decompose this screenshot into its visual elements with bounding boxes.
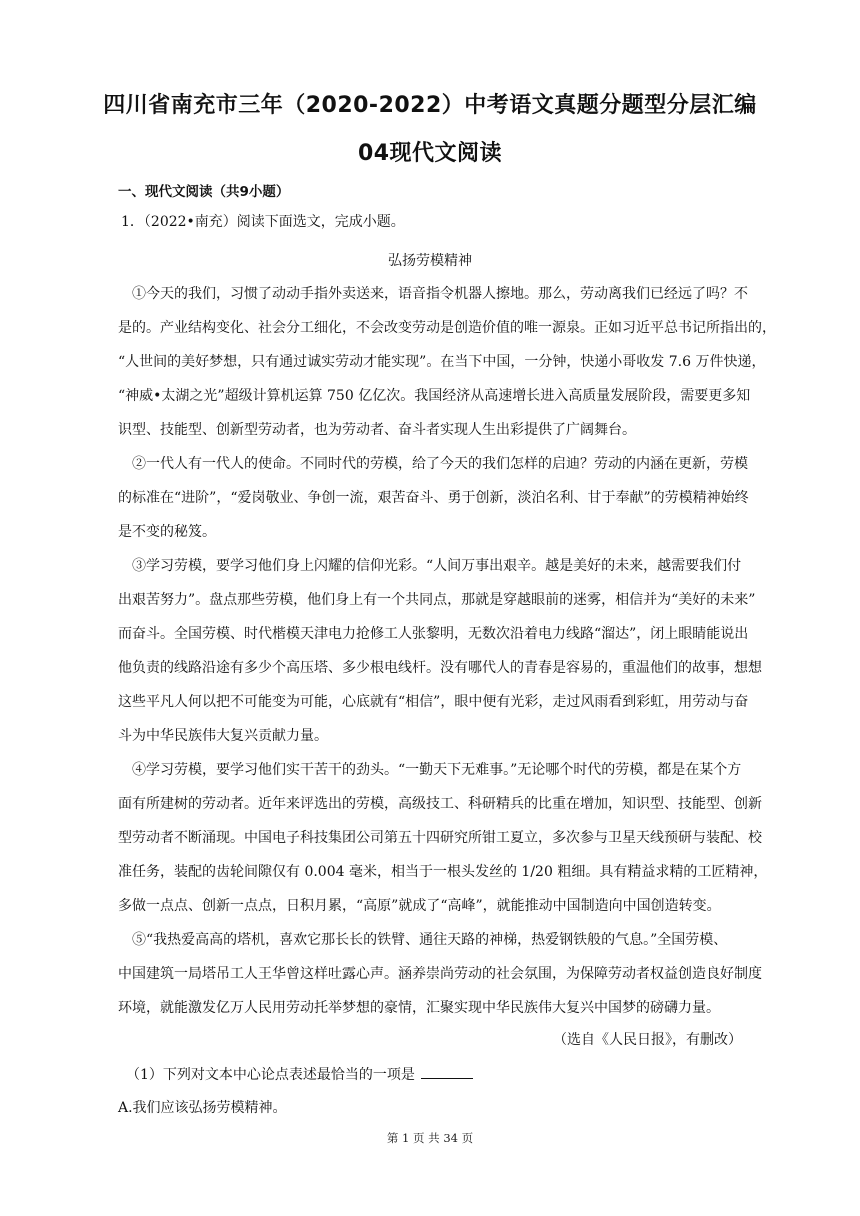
passage-source: （选自《人民日报》，有删改） <box>553 1032 742 1048</box>
sub-question-1-prompt: （1）下列对文本中心论点表述最恰当的一项是 <box>126 1067 415 1083</box>
passage-title: 弘扬劳模精神 <box>388 253 472 269</box>
passage-line: 多做一点点、创新一点点，日积月累，“高原”就成了“高峰”，就能推动中国制造向中国创造转变。 <box>118 898 721 914</box>
option-a: A.我们应该弘扬劳模精神。 <box>118 1100 287 1116</box>
document-subtitle: 04现代文阅读 <box>357 141 503 166</box>
passage-line: 准任务，装配的齿轮间隙仅有 0.004 毫米，相当于一根头发丝的 1/20 粗细。具有精益求精的工匠精神， <box>118 864 768 880</box>
sub-question-1 <box>118 1064 750 1085</box>
passage-line: 是的。产业结构变化、社会分工细化，不会改变劳动是创造价值的唯一源泉。正如习近平总书记所指出的， <box>118 320 776 336</box>
passage-line: 中国建筑一局塔吊工人王华曾这样吐露心声。涵养崇尚劳动的社会氛围，为保障劳动者权益创造良好制度 <box>118 966 762 982</box>
passage-line: 而奋斗。全国劳模、时代楷模天津电力抢修工人张黎明，无数次沿着电力线路“溜达”，闭上眼睛能说出 <box>118 626 749 642</box>
passage-line: 环境，就能激发亿万人民用劳动托举梦想的豪情，汇聚实现中华民族伟大复兴中国梦的磅礴力量。 <box>118 1000 720 1016</box>
passage-line: ①今天的我们，习惯了动动手指外卖送来，语音指令机器人擦地。那么，劳动离我们已经远了吗？不 <box>118 286 748 302</box>
answer-blank <box>421 1064 473 1079</box>
passage-line: 出艰苦努力”。盘点那些劳模，他们身上有一个共同点，那就是穿越眼前的迷雾，相信并为“美好的未来” <box>118 592 756 608</box>
passage-line: 这些平凡人何以把不可能变为可能，心底就有“相信”，眼中便有光彩，走过风雨看到彩虹，用劳动与奋 <box>118 694 749 710</box>
passage-line: 面有所建树的劳动者。近年来评选出的劳模，高级技工、科研精兵的比重在增加，知识型、技能型、创新 <box>118 796 762 812</box>
document-title: 四川省南充市三年（2020-2022）中考语文真题分题型分层汇编 <box>103 93 757 118</box>
passage-line: 斗为中华民族伟大复兴贡献力量。 <box>118 728 328 744</box>
passage-line: ④学习劳模，要学习他们实干苦干的劲头。“一勤天下无难事。”无论哪个时代的劳模，都是在某个方 <box>118 762 742 778</box>
passage-line: 是不变的秘笈。 <box>118 524 216 540</box>
passage-line: ⑤“我热爱高高的塔机，喜欢它那长长的铁臂、通往天路的神梯，热爱钢铁般的气息。”全国劳模、 <box>118 932 728 948</box>
passage-line: 识型、技能型、创新型劳动者，也为劳动者、奋斗者实现人生出彩提供了广阔舞台。 <box>118 422 636 438</box>
passage-line: ③学习劳模，要学习他们身上闪耀的信仰光彩。“人间万事出艰辛。越是美好的未来，越需要我们付 <box>118 558 742 574</box>
passage-line: 的标准在“进阶”，“爱岗敬业、争创一流，艰苦奋斗、勇于创新，淡泊名利、甘于奉献”的劳模精神始终 <box>118 490 749 506</box>
section-heading: 一、现代文阅读（共9小题） <box>118 184 290 200</box>
page-footer: 第 1 页 共 34 页 <box>386 1131 474 1145</box>
passage-line: “人世间的美好梦想，只有通过诚实劳动才能实现”。在当下中国，一分钟，快递小哥收发 7.6 万件快递， <box>118 354 766 370</box>
question-stem: 1．（2022•南充）阅读下面选文，完成小题。 <box>121 214 405 230</box>
passage-line: “神威•太湖之光”超级计算机运算 750 亿亿次。我国经济从高速增长进入高质量发展阶段，需要更多知 <box>118 388 751 404</box>
passage-line: ②一代人有一代人的使命。不同时代的劳模，给了今天的我们怎样的启迪？劳动的内涵在更新，劳模 <box>118 456 748 472</box>
passage-line: 型劳动者不断涌现。中国电子科技集团公司第五十四研究所钳工夏立，多次参与卫星天线预研与装配、校 <box>118 830 762 846</box>
passage-line: 他负责的线路沿途有多少个高压塔、多少根电线杆。没有哪代人的青春是容易的，重温他们的故事，想想 <box>118 660 762 676</box>
